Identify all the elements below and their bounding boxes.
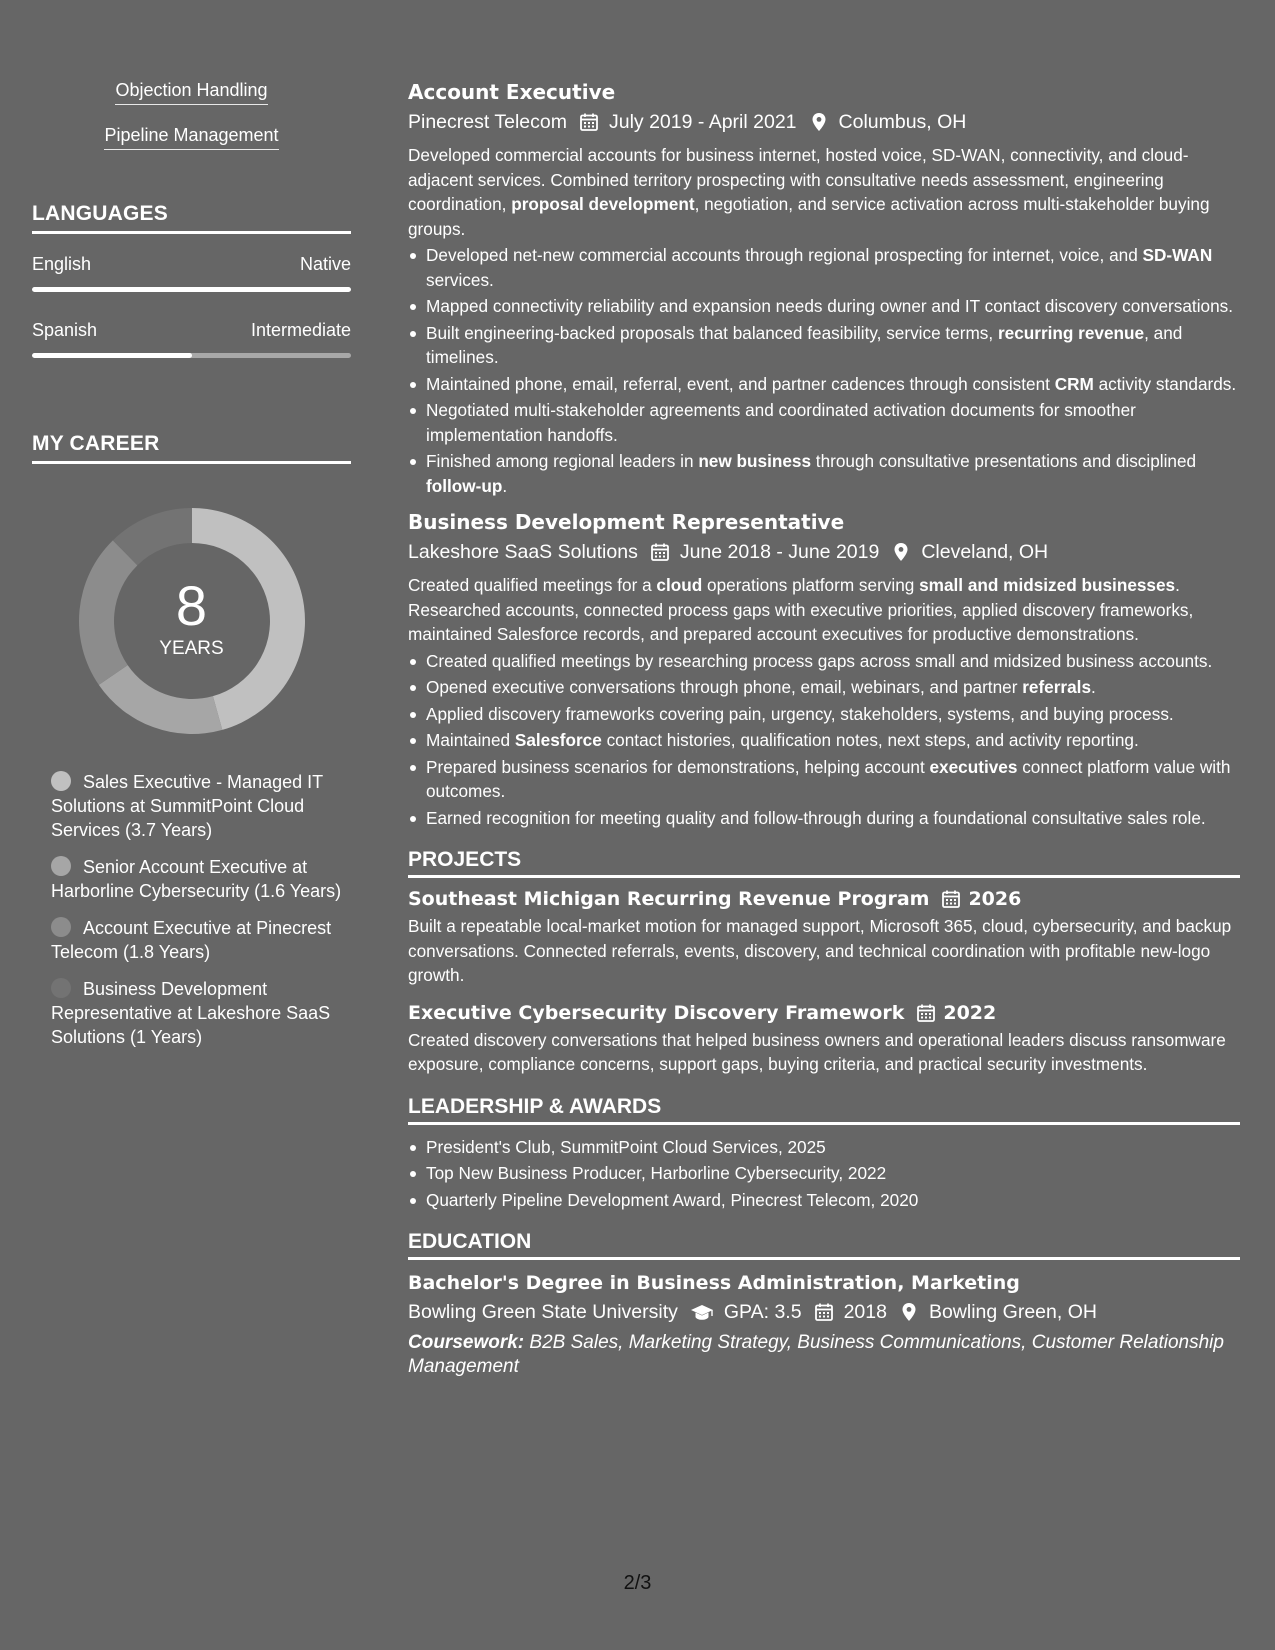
language-item [32,320,351,358]
career-legend-label: Senior Account Executive at Harborline Cybersecurity (1.6 Years) [51,857,342,901]
skills-list [32,80,351,150]
job-bullets [408,243,1240,498]
project-title-row [408,886,1240,912]
job-bullet: Finished among regional leaders in new business through consultative presentations and disciplined follow-up. [408,449,1240,498]
page-number: 2/3 [623,1572,652,1594]
project-title: Southeast Michigan Recurring Revenue Program [408,888,930,910]
skill-tag: Objection Handling [115,80,267,105]
coursework-label: Coursework: [408,1332,525,1353]
career-legend-label: Sales Executive - Managed IT Solutions at SummitPoint Cloud Services (3.7 Years) [51,772,323,840]
job-bullet: Maintained phone, email, referral, event, and partner cadences through consistent CRM activity standards. [408,372,1240,397]
calendar-icon [916,1003,936,1023]
job-meta [408,538,1240,566]
language-level: Intermediate [250,320,351,340]
graduation-year: 2018 [843,1301,887,1323]
project-description: Created discovery conversations that helped business owners and operational leaders discuss ransomware exposure, compliance concerns, support gaps, buying criteria, and practical security investments. [408,1029,1226,1074]
projects-heading: PROJECTS [408,848,1240,878]
career-legend-label: Account Executive at Pinecrest Telecom (1.8 Years) [51,918,332,962]
school-name: Bowling Green State University [408,1301,678,1323]
education-heading: EDUCATION [408,1230,1240,1260]
job-dates: June 2018 - June 2019 [679,541,880,563]
job-bullet: Negotiated multi-stakeholder agreements and coordinated activation documents for smoother implementation handoffs. [408,398,1240,447]
map-pin-icon [809,112,829,132]
job-bullet: Created qualified meetings by researching process gaps across small and midsized business accounts. [408,649,1240,674]
awards-heading: LEADERSHIP & AWARDS [408,1095,1240,1125]
career-donut-segment [98,665,221,734]
calendar-icon [579,112,599,132]
job-bullet: Mapped connectivity reliability and expansion needs during owner and IT contact discovery conversations. [408,294,1240,319]
career-total-number: 8 [175,574,208,637]
career-total [77,574,307,660]
language-bar-fill [32,353,192,358]
career-legend-item [51,770,351,842]
project-entry [408,886,1240,988]
coursework [408,1331,1240,1379]
legend-dot-icon [51,771,71,791]
project-entry [408,1000,1240,1077]
calendar-icon [650,542,670,562]
award-item: Quarterly Pipeline Development Award, Pinecrest Telecom, 2020 [408,1188,1240,1213]
job-bullet: Built engineering-backed proposals that balanced feasibility, service terms, recurring revenue, and timelines. [408,321,1240,370]
language-level: Native [299,254,351,274]
project-title: Executive Cybersecurity Discovery Framework [408,1001,905,1024]
language-bar-fill [32,287,351,292]
experience-entry [408,508,1240,830]
career-donut-chart [77,506,307,736]
calendar-icon [941,889,961,909]
gpa: GPA: 3.5 [723,1301,802,1323]
graduation-cap-icon [690,1302,714,1322]
project-description: Built a repeatable local-market motion for managed support, Microsoft 365, cloud, cybersecurity, and backup conversations. Connected referrals, events, discovery, and technical coordination with profitable new-logo growth. [408,916,1232,985]
awards-list [408,1135,1240,1213]
company-name: Pinecrest Telecom [408,111,567,133]
job-bullet: Developed net-new commercial accounts through regional prospecting for internet, voice, and SD-WAN services. [408,243,1240,292]
job-location: Cleveland, OH [921,541,1049,563]
job-location: Columbus, OH [838,111,967,133]
legend-dot-icon [51,856,71,876]
language-item [32,254,351,292]
language-name: Spanish [32,320,98,340]
career-legend-item [51,855,351,903]
job-bullet: Earned recognition for meeting quality and follow-through during a foundational consultative sales role. [408,806,1240,831]
sidebar [32,80,351,1062]
award-item: Top New Business Producer, Harborline Cybersecurity, 2022 [408,1161,1240,1186]
job-bullet: Prepared business scenarios for demonstrations, helping account executives connect platform value with outcomes. [408,755,1240,804]
job-title: Account Executive [408,80,616,104]
legend-dot-icon [51,978,71,998]
award-item: President's Club, SummitPoint Cloud Services, 2025 [408,1135,1240,1160]
career-legend-item [51,977,351,1049]
project-year: 2022 [943,1001,997,1024]
job-title: Business Development Representative [408,510,845,534]
main-content [408,78,1240,1379]
calendar-icon [814,1302,834,1322]
career-legend [32,770,351,1049]
company-name: Lakeshore SaaS Solutions [408,541,638,563]
project-year: 2026 [968,888,1022,910]
language-bar [32,287,351,292]
job-bullet: Opened executive conversations through phone, email, webinars, and partner referrals. [408,675,1240,700]
career-legend-label: Business Development Representative at Lakeshore SaaS Solutions (1 Years) [51,979,331,1047]
legend-dot-icon [51,917,71,937]
coursework-list: B2B Sales, Marketing Strategy, Business Communications, Customer Relationship Management [408,1332,1224,1377]
job-bullets [408,649,1240,831]
skill-tag: Pipeline Management [104,125,278,150]
career-total-unit: YEARS [159,638,224,659]
job-meta [408,108,1240,136]
job-bullet: Applied discovery frameworks covering pain, urgency, stakeholders, systems, and buying process. [408,702,1240,727]
career-heading: MY CAREER [32,432,351,464]
experience-entry [408,78,1240,498]
job-summary: Developed commercial accounts for business internet, hosted voice, SD-WAN, connectivity, and cloud-adjacent services. Combined territory prospecting with consultative needs assessment, engineering coordination, proposal development, negotiation, and service activation across multi-stakeholder buying groups. [408,145,1210,239]
education-location: Bowling Green, OH [928,1301,1097,1323]
languages-heading: LANGUAGES [32,202,351,234]
map-pin-icon [891,542,911,562]
job-bullet: Maintained Salesforce contact histories, qualification notes, next steps, and activity reporting. [408,728,1240,753]
language-name: English [32,254,92,274]
education-meta [408,1298,1240,1326]
map-pin-icon [899,1302,919,1322]
job-dates: July 2019 - April 2021 [608,111,797,133]
project-title-row [408,1000,1240,1026]
career-legend-item [51,916,351,964]
language-bar [32,353,351,358]
job-summary: Created qualified meetings for a cloud operations platform serving small and midsized businesses. Researched accounts, connected process gaps with executive priorities, applied discovery frameworks, maintained Salesforce records, and prepared account executives for productive demonstrations. [408,575,1194,644]
degree-title: Bachelor's Degree in Business Administration, Marketing [408,1272,1020,1294]
